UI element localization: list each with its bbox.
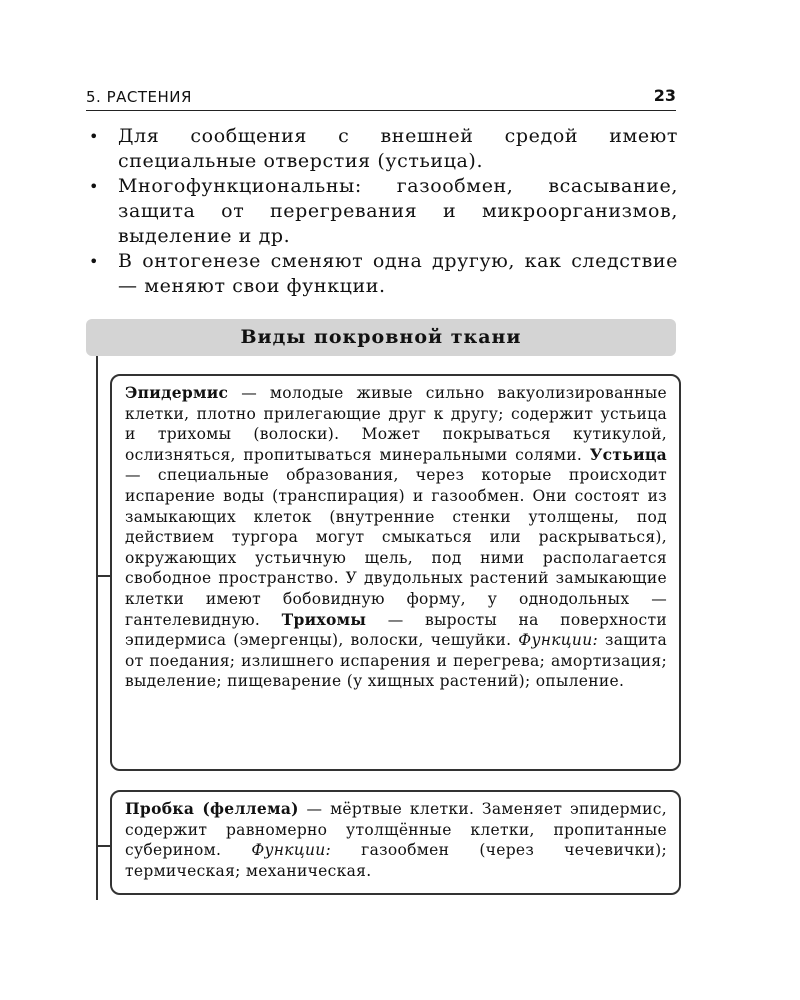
tree-connector-tick	[96, 845, 110, 847]
text-run: защита от поедания; излишнего испарения и перегрева; амортизация; выделение; пищеварение (у хищных растений); опыление.	[125, 631, 667, 691]
list-item-text: Многофункциональны: газообмен, всасывание, защита от перегревания и микроорганизмов, выделение и др.	[118, 175, 678, 247]
bullet-icon: •	[89, 127, 100, 146]
bullet-list	[86, 124, 678, 299]
cork-box	[110, 790, 681, 895]
list-item-text: В онтогенезе сменяют одна другую, как следствие — меняют свои функции.	[118, 250, 678, 297]
list-item	[86, 174, 678, 249]
list-item	[86, 124, 678, 174]
text-run: — мёртвые клетки. Заменяет эпидермис, содержит равномерно утолщённые клетки, пропитанные суберином.	[125, 800, 667, 860]
cork-text	[125, 799, 667, 881]
term-epidermis: Эпидермис	[125, 383, 229, 402]
term-cork: Пробка (феллема)	[125, 799, 299, 818]
text-run: — молодые живые сильно вакуолизированные клетки, плотно прилегающие друг к другу; содержит устьица и трихомы (волоски). Может покрываться кутикулой, ослизняться, пропитываться минеральными солями.	[125, 384, 667, 464]
functions-label: Функции:	[251, 841, 332, 860]
list-item	[86, 249, 678, 299]
term-stomata: Устьица	[589, 444, 667, 464]
page-number: 23	[653, 86, 676, 105]
epidermis-box	[110, 374, 681, 771]
text-run: — специальные образования, через которые происходит испарение воды (транспирация) и газообмен. Они состоят из замыкающих клеток (внутренние стенки утолщены, под действием тургора могут смыкаться или раскрываться), окружающих устьичную щель, под ними располагается свободное пространство. У двудольных растений замыкающие клетки имеют бобовидную форму, у однодольных — гантелевидную.	[125, 466, 667, 629]
bullet-icon: •	[89, 252, 100, 271]
tree-connector-tick	[96, 575, 110, 577]
bullet-icon: •	[89, 177, 100, 196]
list-item-text: Для сообщения с внешней средой имеют специальные отверстия (устьица).	[118, 125, 678, 172]
running-header	[86, 86, 676, 111]
section-banner	[86, 319, 676, 356]
banner-title: Виды покровной ткани	[240, 326, 522, 348]
epidermis-text	[125, 383, 667, 692]
text-run: — выросты на поверхности эпидермиса (эмергенцы), волоски, чешуйки.	[125, 610, 667, 650]
section-title: 5. РАСТЕНИЯ	[86, 88, 192, 106]
functions-label: Функции:	[518, 631, 599, 650]
text-run: газообмен (через чечевички); термическая; механическая.	[125, 841, 667, 880]
term-trichomes: Трихомы	[281, 609, 367, 629]
tree-connector-line	[96, 356, 98, 900]
